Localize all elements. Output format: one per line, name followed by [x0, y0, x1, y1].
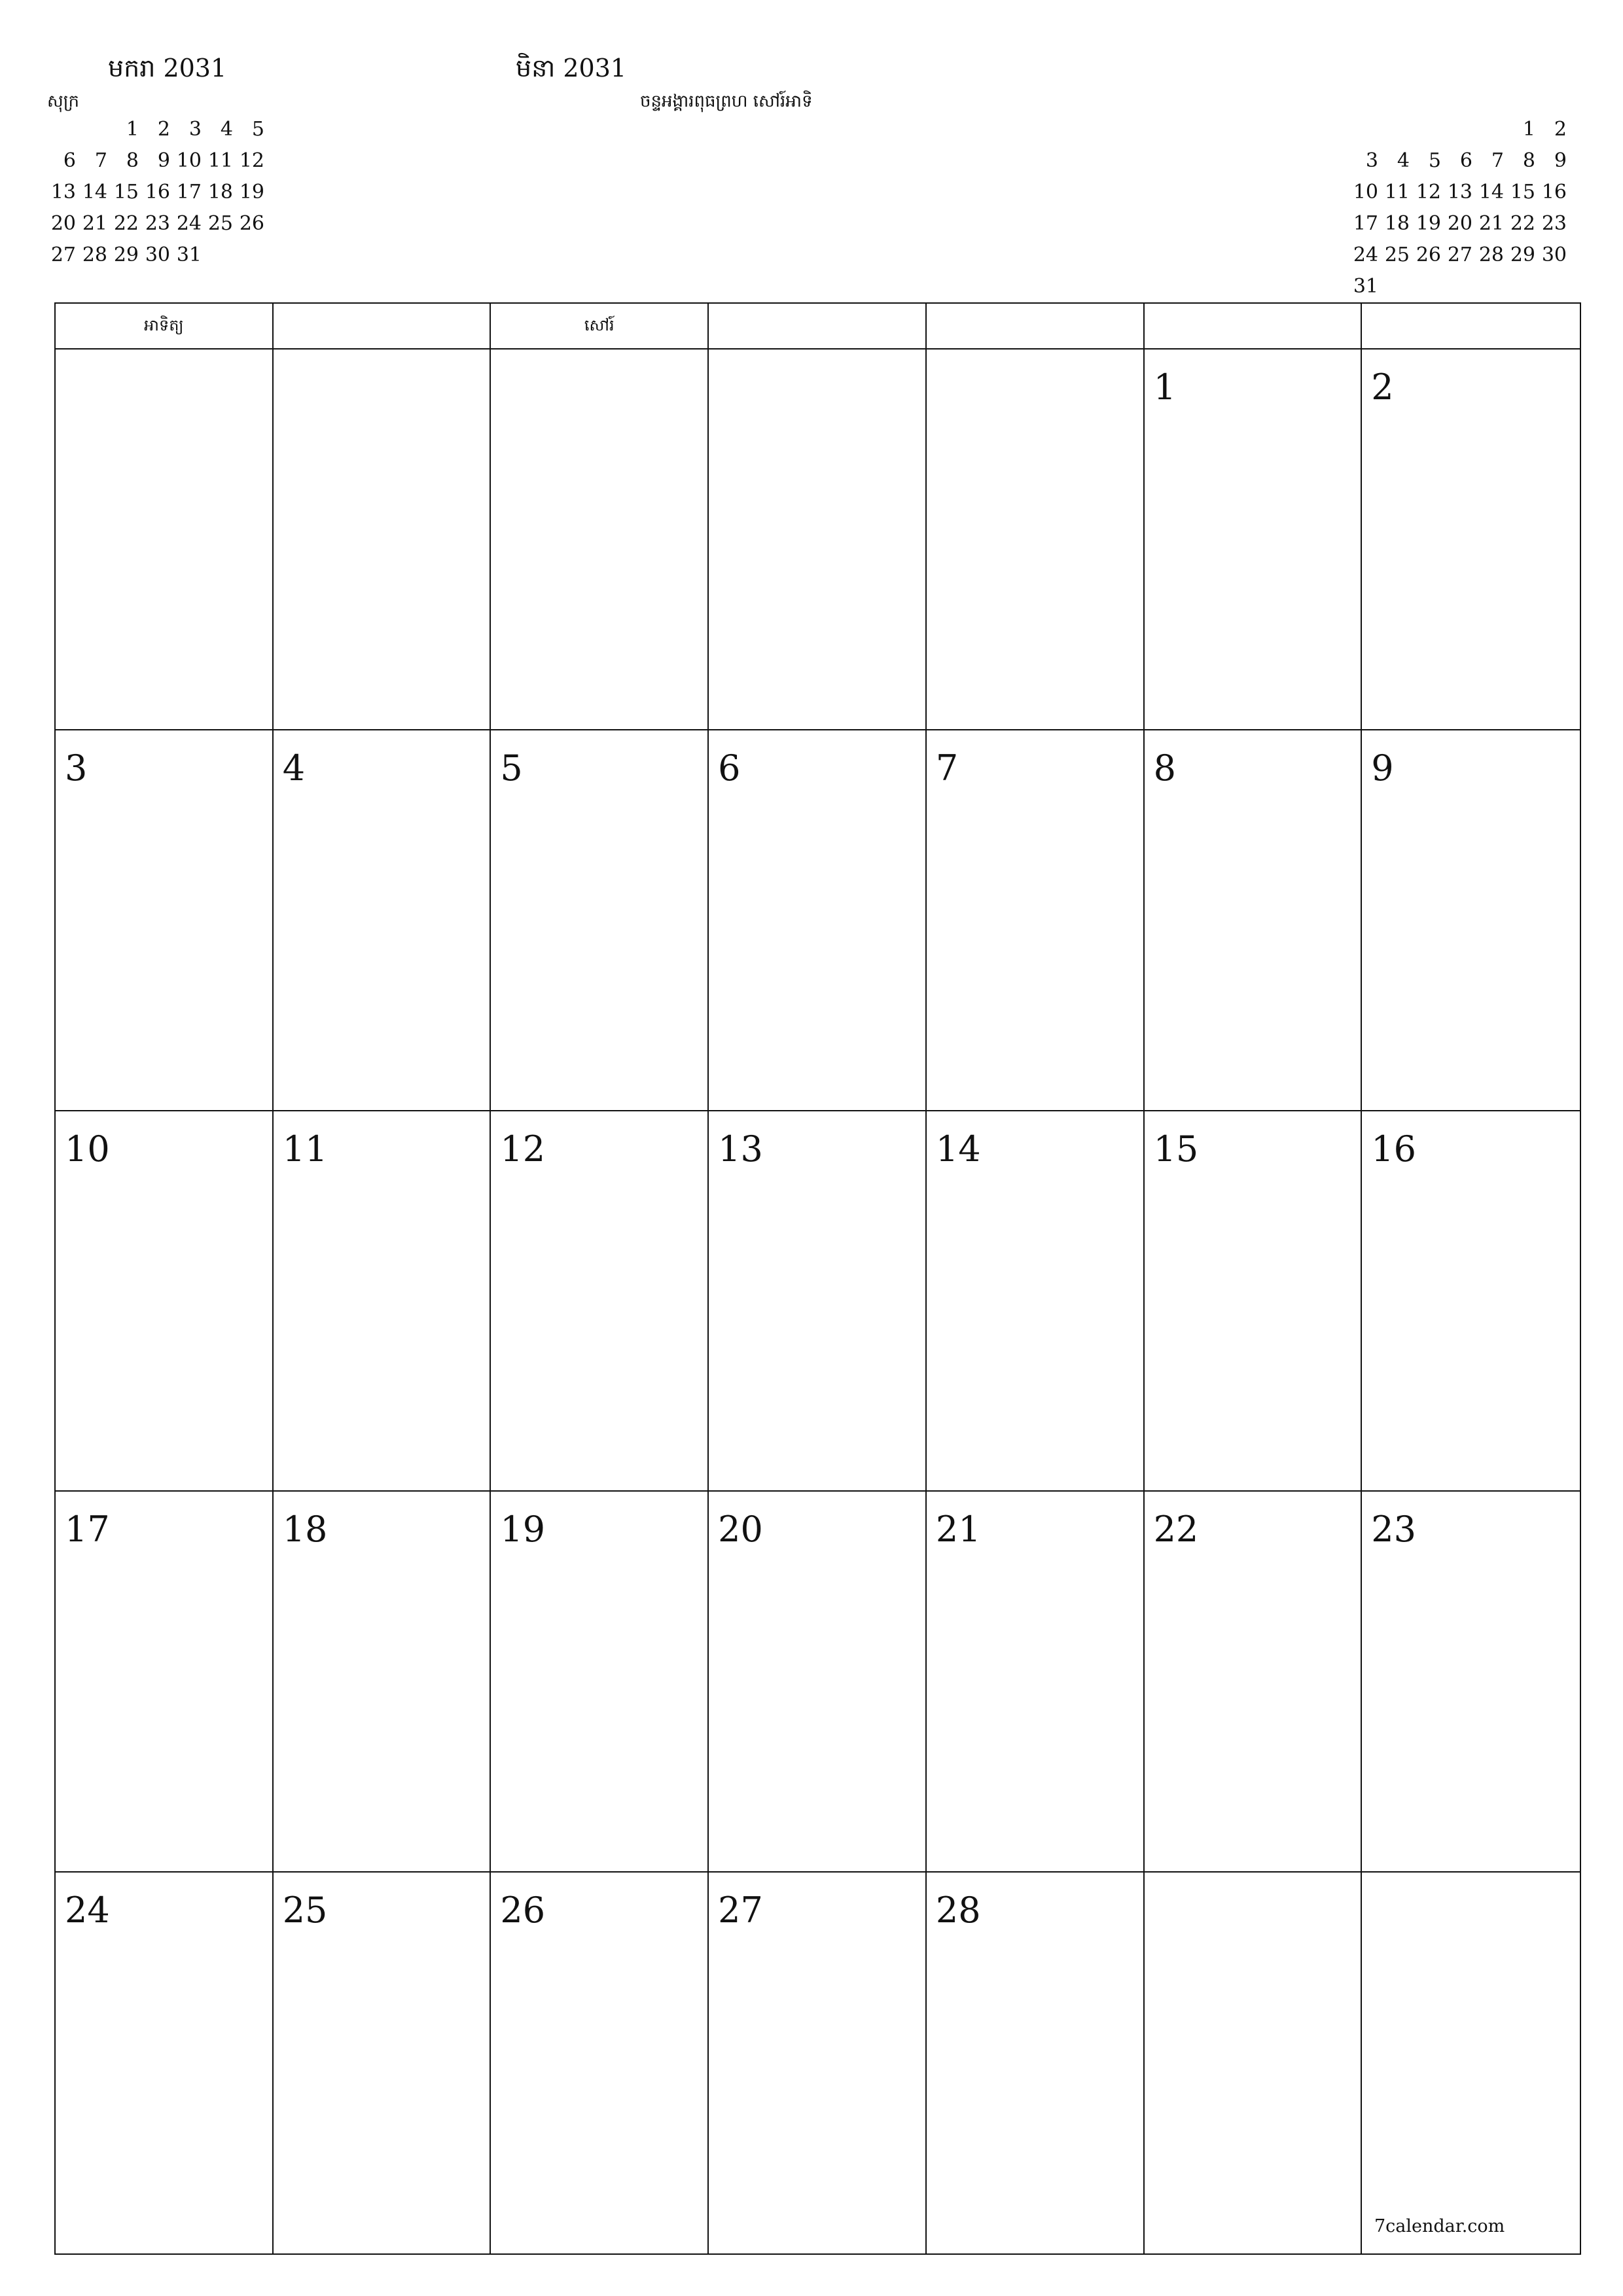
next-month-day: 18 — [1384, 212, 1410, 235]
day-cell — [927, 350, 1145, 730]
prev-month-day: 19 — [239, 181, 264, 204]
prev-month-day: 20 — [50, 212, 76, 235]
prev-month-day: 18 — [207, 181, 233, 204]
prev-month-day: 27 — [50, 243, 76, 266]
day-number: 14 — [935, 1128, 981, 1170]
prev-month-day: 14 — [82, 181, 107, 204]
next-month-day: 28 — [1478, 243, 1504, 266]
prev-month-day: 23 — [145, 212, 170, 235]
day-number: 24 — [65, 1890, 110, 1931]
weekday-header — [1145, 304, 1363, 350]
next-month-day: 10 — [1353, 181, 1378, 204]
day-cell — [274, 730, 491, 1111]
day-cell — [274, 1111, 491, 1492]
day-cell — [1362, 1492, 1580, 1873]
prev-month-day: 3 — [188, 118, 202, 141]
day-number: 3 — [65, 747, 88, 789]
next-month-day: 16 — [1541, 181, 1567, 204]
day-cell — [1145, 1111, 1363, 1492]
day-cell — [56, 350, 274, 730]
prev-month-day: 2 — [157, 118, 170, 141]
day-number: 11 — [282, 1128, 328, 1170]
weekday-header — [1362, 304, 1580, 350]
day-cell — [491, 1492, 709, 1873]
prev-month-day: 21 — [82, 212, 107, 235]
day-number: 8 — [1153, 747, 1176, 789]
prev-month-day: 25 — [207, 212, 233, 235]
next-month-blank — [1444, 114, 1475, 145]
day-cell — [1362, 730, 1580, 1111]
day-cell — [56, 730, 274, 1111]
next-month-day: 24 — [1353, 243, 1378, 266]
prev-month-day: 5 — [251, 118, 264, 141]
day-cell — [1145, 1492, 1363, 1873]
day-number: 16 — [1371, 1128, 1416, 1170]
current-month-subtitle: ចន្ទអង្គារពុធព្រហ សៅរ៍អាទិ — [640, 92, 813, 111]
next-month-day: 6 — [1459, 149, 1472, 172]
prev-month-day: 6 — [63, 149, 76, 172]
next-month-day: 21 — [1478, 212, 1504, 235]
weekday-header: សៅរ៍ — [491, 304, 709, 350]
prev-month-day: 11 — [207, 149, 233, 172]
next-month-day: 27 — [1447, 243, 1472, 266]
next-month-day: 26 — [1416, 243, 1441, 266]
day-number: 4 — [282, 747, 306, 789]
prev-month-day: 7 — [94, 149, 107, 172]
day-number: 2 — [1371, 367, 1394, 408]
prev-month-note: សុក្រ — [47, 92, 80, 111]
day-cell — [709, 1111, 927, 1492]
prev-month-grid — [47, 114, 267, 271]
weekday-header — [927, 304, 1145, 350]
day-number: 1 — [1153, 367, 1176, 408]
next-month-day: 4 — [1397, 149, 1410, 172]
next-month-blank — [1381, 114, 1412, 145]
day-cell — [56, 1873, 274, 2253]
day-cell — [56, 1111, 274, 1492]
day-cell — [709, 1873, 927, 2253]
day-cell — [274, 1873, 491, 2253]
month-calendar-grid — [54, 302, 1581, 2255]
next-month-day: 7 — [1491, 149, 1504, 172]
day-number: 20 — [718, 1509, 763, 1551]
day-number: 18 — [282, 1509, 328, 1551]
day-cell — [927, 1111, 1145, 1492]
day-number: 26 — [500, 1890, 546, 1931]
next-month-day: 14 — [1478, 181, 1504, 204]
prev-month-day: 26 — [239, 212, 264, 235]
day-cell — [491, 350, 709, 730]
day-number: 10 — [65, 1128, 110, 1170]
prev-month-day: 8 — [126, 149, 139, 172]
day-cell — [274, 350, 491, 730]
weekday-header — [709, 304, 927, 350]
day-cell — [709, 1492, 927, 1873]
prev-month-day: 22 — [113, 212, 139, 235]
day-number: 21 — [935, 1509, 981, 1551]
day-number: 6 — [718, 747, 741, 789]
prev-month-blank — [79, 114, 110, 145]
day-cell — [709, 350, 927, 730]
day-cell — [491, 1873, 709, 2253]
next-month-day: 12 — [1416, 181, 1441, 204]
next-month-day: 11 — [1384, 181, 1410, 204]
day-number: 9 — [1371, 747, 1394, 789]
site-watermark: 7calendar.com — [1374, 2216, 1505, 2236]
day-number: 27 — [718, 1890, 763, 1931]
next-month-day: 31 — [1353, 275, 1378, 298]
weekday-header — [274, 304, 491, 350]
next-month-day: 25 — [1384, 243, 1410, 266]
prev-month-day: 16 — [145, 181, 170, 204]
day-cell — [491, 1111, 709, 1492]
day-cell — [1362, 1873, 1580, 2253]
prev-month-day: 30 — [145, 243, 170, 266]
day-number: 28 — [935, 1890, 981, 1931]
prev-month-day: 24 — [176, 212, 202, 235]
next-month-day: 13 — [1447, 181, 1472, 204]
day-number: 7 — [935, 747, 959, 789]
next-month-day: 19 — [1416, 212, 1441, 235]
day-cell — [1362, 350, 1580, 730]
next-month-day: 17 — [1353, 212, 1378, 235]
next-month-blank — [1349, 114, 1381, 145]
day-number: 5 — [500, 747, 523, 789]
next-month-day: 2 — [1554, 118, 1567, 141]
day-cell — [927, 1492, 1145, 1873]
next-month-day: 5 — [1428, 149, 1441, 172]
prev-month-day: 10 — [176, 149, 202, 172]
prev-month-day: 12 — [239, 149, 264, 172]
day-number: 22 — [1153, 1509, 1199, 1551]
prev-month-day: 9 — [157, 149, 170, 172]
day-number: 17 — [65, 1509, 110, 1551]
prev-month-day: 4 — [220, 118, 233, 141]
next-month-day: 20 — [1447, 212, 1472, 235]
prev-month-day: 15 — [113, 181, 139, 204]
day-cell — [1362, 1111, 1580, 1492]
day-number: 19 — [500, 1509, 546, 1551]
prev-month-day: 31 — [176, 243, 202, 266]
prev-month-day: 13 — [50, 181, 76, 204]
day-cell — [274, 1492, 491, 1873]
day-cell — [1145, 1873, 1363, 2253]
next-month-blank — [1412, 114, 1444, 145]
day-cell — [927, 1873, 1145, 2253]
day-cell — [1145, 730, 1363, 1111]
day-number: 12 — [500, 1128, 546, 1170]
day-number: 15 — [1153, 1128, 1199, 1170]
prev-month-day: 29 — [113, 243, 139, 266]
day-cell — [56, 1492, 274, 1873]
day-cell — [491, 730, 709, 1111]
next-month-blank — [1475, 114, 1507, 145]
day-cell — [927, 730, 1145, 1111]
next-month-day: 8 — [1522, 149, 1535, 172]
day-number: 13 — [718, 1128, 763, 1170]
next-month-day: 22 — [1510, 212, 1535, 235]
next-month-day: 29 — [1510, 243, 1535, 266]
prev-month-day: 17 — [176, 181, 202, 204]
current-month-title: មិនា 2031 — [516, 54, 627, 82]
weekday-header: អាទិត្យ — [56, 304, 274, 350]
next-month-day: 1 — [1522, 118, 1535, 141]
next-month-day: 30 — [1541, 243, 1567, 266]
day-number: 25 — [282, 1890, 328, 1931]
prev-month-day: 28 — [82, 243, 107, 266]
next-month-day: 15 — [1510, 181, 1535, 204]
day-cell — [1145, 350, 1363, 730]
day-number: 23 — [1371, 1509, 1416, 1551]
prev-month-blank — [47, 114, 79, 145]
prev-month-title: មករា 2031 — [108, 54, 227, 82]
next-month-day: 23 — [1541, 212, 1567, 235]
prev-month-day: 1 — [126, 118, 139, 141]
day-cell — [709, 730, 927, 1111]
next-month-grid — [1349, 114, 1569, 302]
next-month-day: 3 — [1365, 149, 1378, 172]
next-month-day: 9 — [1554, 149, 1567, 172]
